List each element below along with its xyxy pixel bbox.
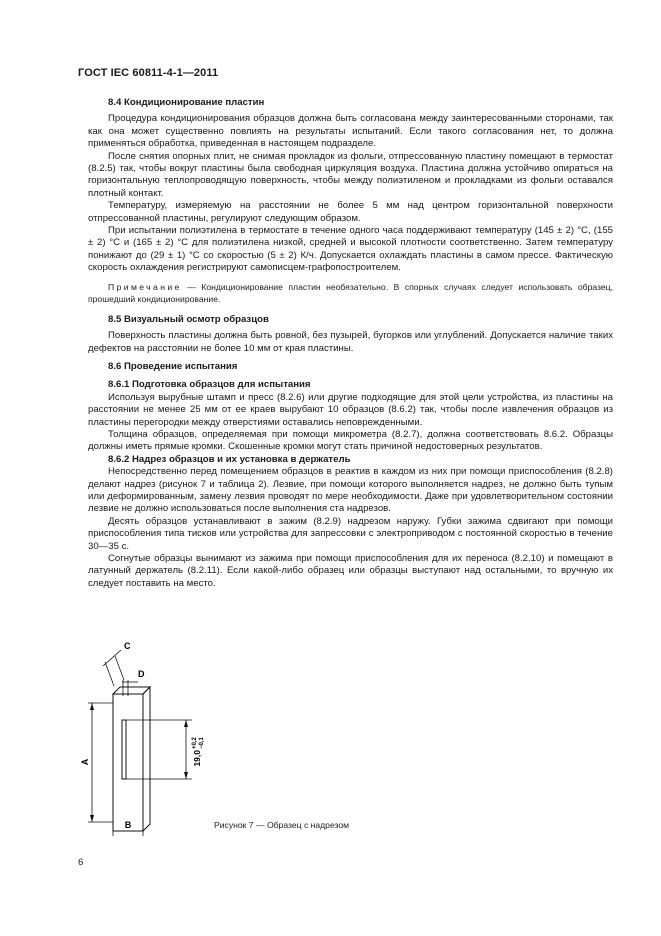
section-8-6-1-paragraph-2: Толщина образцов, определяемая при помощи микрометра (8.2.7), должна соответствовать 8.6.2. Образцы должны иметь прямые кромки. Скошенные кромки могут стать причиной недостоверных результатов. (88, 428, 613, 453)
section-8-4-paragraph-2: После снятия опорных плит, не снимая прокладок из фольги, отпрессованную пластину помещают в термостат (8.2.5) так, чтобы вокруг пластины была свободная циркуляция воздуха. Пластина должна устойчиво опираться на горизонтальную теплопроводящую поверхность, чтобы между полиэтиленом и прокладками из фольги оставался плотный контакт. (88, 150, 613, 199)
figure-7-caption: Рисунок 7 — Образец с надрезом (214, 820, 350, 830)
section-8-6-title: 8.6 Проведение испытания (108, 360, 238, 372)
dim-a-arrow-bottom (90, 815, 94, 822)
note-text: — Кондиционирование пластин необязательно. В спорных случаях следует использовать образец, прошедший кондиционирование. (88, 281, 613, 304)
section-8-6-1-title: 8.6.1 Подготовка образцов для испытания (108, 379, 311, 391)
note-label: Примечание (108, 281, 182, 292)
specimen-drawing-svg (68, 636, 208, 836)
dim-notch-tol-lower: −0,1 (199, 737, 205, 749)
dim-c-ext-2 (115, 656, 124, 680)
page-body (88, 97, 613, 590)
dim-a-arrow-top (90, 703, 94, 710)
dim-c-ext-1 (105, 662, 114, 686)
dim-notch-value: 19,0 (192, 750, 202, 767)
dim-notch-arrow-bottom (184, 772, 188, 779)
dim-a-label: A (80, 758, 90, 766)
section-8-4-title: 8.4 Кондиционирование пластин (108, 97, 265, 108)
section-8-6-1-paragraph-1: Используя вырубные штамп и пресс (8.2.6) или другие подходящие для этой цели устройства, из пластины на расстоянии не менее 25 мм от ее краев вырубают 10 образцов (8.6.2) так, чтобы после извлечения образцов из пластины перегородки между отверстиями оставались неповрежденными. (88, 391, 613, 428)
dim-notch-tol-upper: +0,2 (192, 737, 198, 749)
dim-c-label: C (124, 641, 131, 651)
section-8-6-2-paragraph-1: Непосредственно перед помещением образцов в реактив в каждом из них при помощи приспособления (8.2.8) делают надрез (рисунок 7 и таблица 2). Лезвие, при помощи которого выполняется надрез, не должно быть тупым или деформированным, замену лезвия проводят по мере необходимости. Даже при удовлетворительном состоянии лезвие не должно использоваться после выполнения ста надрезов. (88, 466, 613, 515)
section-8-5-paragraph-1: Поверхность пластины должна быть ровной, без пузырей, бугорков или углублений. Допускается наличие таких дефектов на расстоянии не более 10 мм от края пластины. (88, 330, 613, 354)
section-8-4-paragraph-3: Температуру, измеряемую на расстоянии не более 5 мм над центром горизонтальной поверхности отпрессованной пластины, регулируют следующим образом. (88, 200, 613, 224)
dim-d-label: D (138, 669, 145, 679)
section-8-6-2-title: 8.6.2 Надрез образцов и их установка в держатель (108, 453, 351, 465)
specimen-notch (122, 720, 126, 779)
dim-b-label: B (124, 820, 132, 830)
specimen-side-face (143, 687, 150, 831)
dim-notch-arrow-top (184, 720, 188, 727)
section-8-4-paragraph-1: Процедура кондиционирования образцов должна быть согласована между заинтересованными сторонами, так как она может существенно повлиять на результаты испытаний. Если такого согласования нет, то должна применяться обработка, приведенная в настоящем подразделе. (88, 113, 613, 150)
document-header: ГОСТ IEC 60811-4-1—2011 (78, 67, 219, 79)
section-8-4-note (88, 281, 613, 305)
section-8-5-title: 8.5 Визуальный осмотр образцов (108, 313, 269, 325)
dim-c-leader (103, 650, 121, 666)
page-number: 6 (78, 857, 84, 868)
specimen-front-face (113, 694, 143, 831)
section-8-4-paragraph-4: При испытании полиэтилена в термостате в течение одного часа поддерживают температуру (145 ± 2) °С, (155 ± 2) °С и (165 ± 2) °С для полиэтилена низкой, средней и высокой плотности соответственно. Затем температуру понижают до (29 ± 1) °С со скоростью (5 ± 2) К/ч. Допускается охлаждать пластины в самом прессе. Фактическую скорость охлаждения регистрируют самописцем-графопостроителем. (88, 225, 613, 274)
section-8-6-2-paragraph-3: Согнутые образцы вынимают из зажима при помощи приспособления для их переноса (8.2.10) и помещают в латунный держатель (8.2.11). Если какой-либо образец или образцы выступают над остальными, то вручную их следует поставить на место. (88, 553, 613, 589)
section-8-6-2-paragraph-2: Десять образцов устанавливают в зажим (8.2.9) надрезом наружу. Губки зажима сдвигают при помощи приспособления типа тисков или устройства для запрессовки с электроприводом с постоянной скоростью в течение 30—35 с. (88, 515, 613, 552)
figure-7-specimen-drawing (68, 636, 208, 836)
